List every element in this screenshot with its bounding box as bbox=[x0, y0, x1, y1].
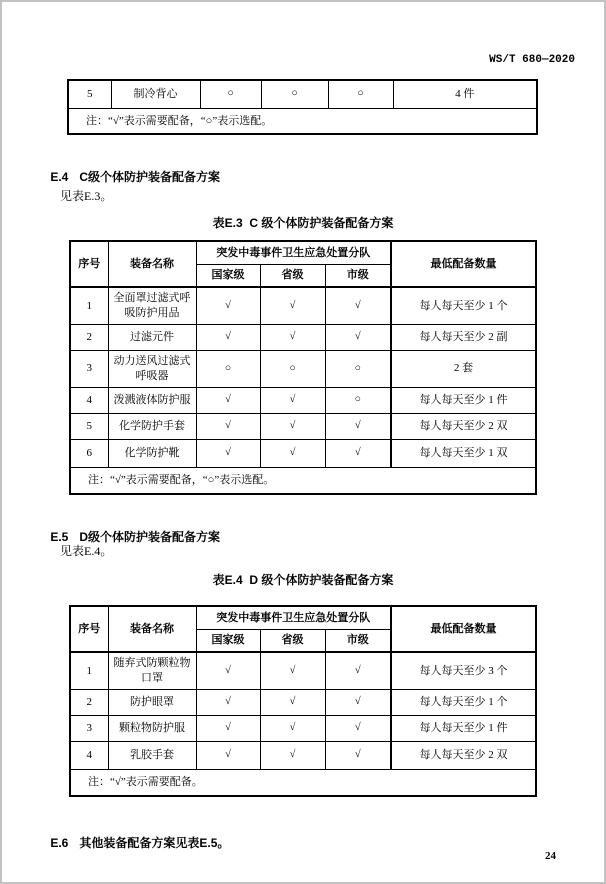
mark-cell: √ bbox=[260, 741, 325, 769]
header-national: 国家级 bbox=[196, 629, 260, 652]
mark-cell: √ bbox=[260, 652, 325, 689]
name-cell: 过滤元件 bbox=[108, 324, 196, 350]
table-row bbox=[70, 287, 536, 324]
mark-cell: √ bbox=[196, 413, 260, 439]
table-row bbox=[70, 387, 536, 413]
mark-cell: √ bbox=[325, 741, 391, 769]
qty-cell: 每人每天至少 2 双 bbox=[391, 741, 536, 769]
seq-cell: 6 bbox=[70, 439, 108, 467]
table-note-row bbox=[70, 769, 536, 796]
qty-cell: 每人每天至少 1 个 bbox=[391, 689, 536, 715]
note-cell: 注：“√”表示需要配备。 bbox=[70, 769, 536, 796]
qty-cell: 每人每天至少 1 件 bbox=[391, 715, 536, 741]
header-seq: 序号 bbox=[70, 606, 108, 652]
table-header-row bbox=[70, 606, 536, 629]
section-title: C级个体防护装备配备方案 bbox=[79, 170, 221, 184]
mark-cell: √ bbox=[325, 324, 391, 350]
name-cell: 防护眼罩 bbox=[108, 689, 196, 715]
table-caption-e4: 表E.4 D 级个体防护装备配备方案 bbox=[212, 573, 394, 587]
qty-cell: 每人每天至少 1 件 bbox=[391, 387, 536, 413]
section-title: 其他装备配备方案见表E.5。 bbox=[79, 836, 230, 850]
mark-cell: √ bbox=[196, 324, 260, 350]
header-name: 装备名称 bbox=[108, 606, 196, 652]
section-number: E.5 bbox=[50, 530, 69, 544]
mark-cell: √ bbox=[196, 439, 260, 467]
header-city: 市级 bbox=[325, 264, 391, 287]
qty-cell: 每人每天至少 2 副 bbox=[391, 324, 536, 350]
qty-cell: 每人每天至少 1 个 bbox=[391, 287, 536, 324]
seq-cell: 3 bbox=[70, 715, 108, 741]
mark-cell: √ bbox=[325, 715, 391, 741]
name-cell: 化学防护靴 bbox=[108, 439, 196, 467]
mark-cell: ○ bbox=[328, 80, 393, 108]
mark-cell: ○ bbox=[325, 350, 391, 387]
header-province: 省级 bbox=[260, 629, 325, 652]
header-group: 突发中毒事件卫生应急处置分队 bbox=[196, 606, 391, 629]
qty-cell: 每人每天至少 2 双 bbox=[391, 413, 536, 439]
mark-cell: √ bbox=[196, 715, 260, 741]
mark-cell: √ bbox=[325, 439, 391, 467]
mark-cell: √ bbox=[260, 715, 325, 741]
header-group: 突发中毒事件卫生应急处置分队 bbox=[196, 241, 391, 264]
qty-cell: 每人每天至少 1 双 bbox=[391, 439, 536, 467]
mark-cell: √ bbox=[325, 652, 391, 689]
table-row bbox=[70, 689, 536, 715]
table-row bbox=[70, 439, 536, 467]
seq-cell: 2 bbox=[70, 324, 108, 350]
mark-cell: ○ bbox=[261, 80, 328, 108]
name-cell: 化学防护手套 bbox=[108, 413, 196, 439]
section-title: D级个体防护装备配备方案 bbox=[79, 530, 221, 544]
mark-cell: √ bbox=[260, 689, 325, 715]
mark-cell: √ bbox=[196, 741, 260, 769]
header-city: 市级 bbox=[325, 629, 391, 652]
seq-cell: 2 bbox=[70, 689, 108, 715]
seq-cell: 1 bbox=[70, 652, 108, 689]
section-heading-e6 bbox=[37, 820, 229, 865]
seq-cell: 5 bbox=[70, 413, 108, 439]
name-cell: 制冷背心 bbox=[111, 80, 200, 108]
mark-cell: ○ bbox=[200, 80, 261, 108]
mark-cell: √ bbox=[325, 413, 391, 439]
mark-cell: √ bbox=[260, 287, 325, 324]
section-number: E.4 bbox=[50, 170, 69, 184]
standard-number: WS/T 680—2020 bbox=[489, 54, 575, 66]
table-header-row bbox=[70, 241, 536, 264]
table-note-row bbox=[70, 467, 536, 494]
header-national: 国家级 bbox=[196, 264, 260, 287]
note-cell: 注：“√”表示需要配备，“○”表示选配。 bbox=[70, 467, 536, 494]
page-number: 24 bbox=[545, 850, 556, 862]
mark-cell: √ bbox=[260, 324, 325, 350]
name-cell: 全面罩过滤式呼吸防护用品 bbox=[108, 287, 196, 324]
header-seq: 序号 bbox=[70, 241, 108, 287]
intro-text-e3: 见表E.3。 bbox=[60, 189, 113, 203]
name-cell: 动力送风过滤式呼吸器 bbox=[108, 350, 196, 387]
table-row bbox=[70, 741, 536, 769]
mark-cell: ○ bbox=[196, 350, 260, 387]
table-continued bbox=[67, 79, 538, 135]
table-caption-e3: 表E.3 C 级个体防护装备配备方案 bbox=[212, 216, 394, 230]
mark-cell: √ bbox=[196, 689, 260, 715]
table-e4 bbox=[69, 605, 537, 797]
header-name: 装备名称 bbox=[108, 241, 196, 287]
seq-cell: 4 bbox=[70, 741, 108, 769]
section-number: E.6 bbox=[50, 836, 69, 850]
mark-cell: √ bbox=[260, 413, 325, 439]
mark-cell: √ bbox=[325, 287, 391, 324]
seq-cell: 5 bbox=[68, 80, 111, 108]
name-cell: 乳胶手套 bbox=[108, 741, 196, 769]
table-row bbox=[70, 715, 536, 741]
intro-text-e4: 见表E.4。 bbox=[60, 544, 113, 558]
header-qty: 最低配备数量 bbox=[391, 606, 536, 652]
table-row bbox=[70, 413, 536, 439]
qty-cell: 4 件 bbox=[393, 80, 537, 108]
mark-cell: ○ bbox=[325, 387, 391, 413]
name-cell: 随弃式防颗粒物口罩 bbox=[108, 652, 196, 689]
mark-cell: ○ bbox=[260, 350, 325, 387]
qty-cell: 每人每天至少 3 个 bbox=[391, 652, 536, 689]
mark-cell: √ bbox=[260, 439, 325, 467]
header-qty: 最低配备数量 bbox=[391, 241, 536, 287]
mark-cell: √ bbox=[325, 689, 391, 715]
seq-cell: 1 bbox=[70, 287, 108, 324]
mark-cell: √ bbox=[196, 287, 260, 324]
name-cell: 泼溅液体防护服 bbox=[108, 387, 196, 413]
table-row bbox=[70, 324, 536, 350]
name-cell: 颗粒物防护服 bbox=[108, 715, 196, 741]
note-cell: 注：“√”表示需要配备，“○”表示选配。 bbox=[68, 108, 537, 134]
seq-cell: 3 bbox=[70, 350, 108, 387]
qty-cell: 2 套 bbox=[391, 350, 536, 387]
mark-cell: √ bbox=[196, 387, 260, 413]
table-row bbox=[70, 350, 536, 387]
table-note-row bbox=[68, 108, 537, 134]
table-row bbox=[70, 652, 536, 689]
table-row bbox=[68, 80, 537, 108]
table-e3 bbox=[69, 240, 537, 495]
mark-cell: √ bbox=[260, 387, 325, 413]
seq-cell: 4 bbox=[70, 387, 108, 413]
mark-cell: √ bbox=[196, 652, 260, 689]
header-province: 省级 bbox=[260, 264, 325, 287]
